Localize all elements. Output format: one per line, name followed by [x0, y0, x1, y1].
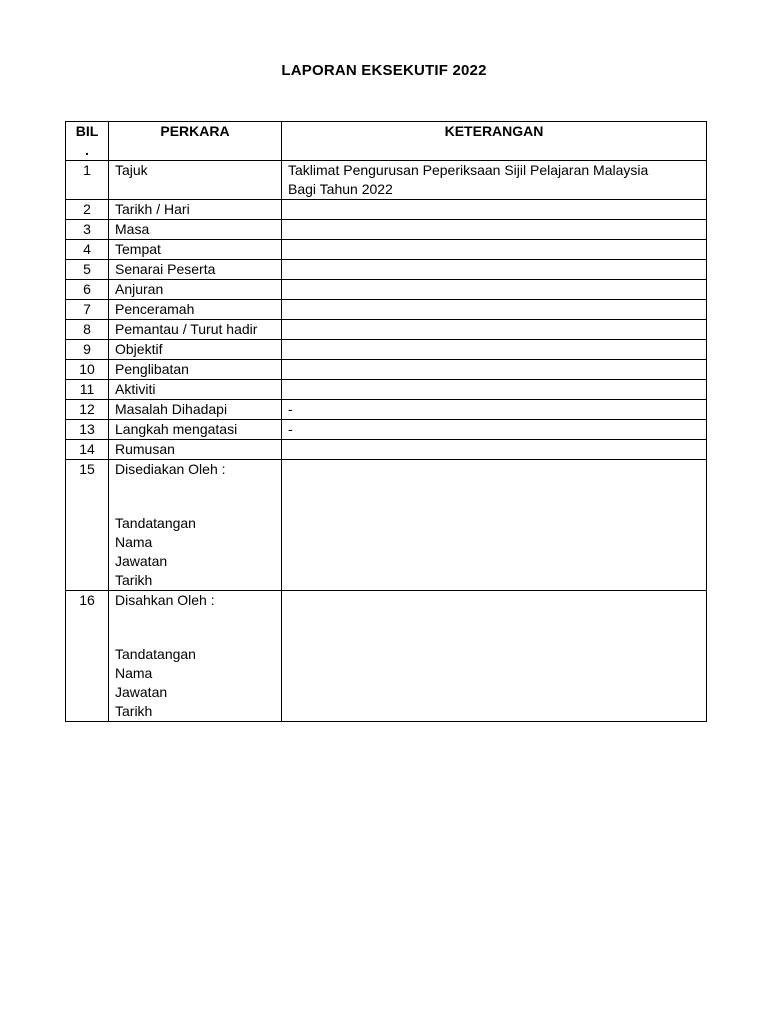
table-row: [66, 280, 707, 300]
keterangan-cell[interactable]: [282, 440, 707, 460]
signature-field-label: Tandatangan: [115, 515, 196, 531]
bil-cell: 9: [66, 340, 109, 360]
signature-block: [109, 460, 282, 591]
bil-cell: 10: [66, 360, 109, 380]
header-perkara: PERKARA: [109, 122, 282, 161]
bil-cell: 12: [66, 400, 109, 420]
signature-heading: Disediakan Oleh :: [115, 461, 226, 477]
signature-row-approved: [66, 591, 707, 722]
keterangan-cell[interactable]: [282, 200, 707, 220]
keterangan-cell[interactable]: [282, 460, 707, 591]
keterangan-cell[interactable]: [282, 591, 707, 722]
keterangan-line: Bagi Tahun 2022: [288, 181, 393, 197]
table-row: [66, 380, 707, 400]
header-bil: [66, 122, 109, 161]
keterangan-cell[interactable]: -: [282, 420, 707, 440]
table-row: [66, 200, 707, 220]
perkara-cell: Penceramah: [109, 300, 282, 320]
signature-heading: Disahkan Oleh :: [115, 592, 215, 608]
bil-cell: 8: [66, 320, 109, 340]
date-field-label: Tarikh: [115, 703, 153, 719]
keterangan-cell[interactable]: [282, 280, 707, 300]
table-row: [66, 420, 707, 440]
perkara-cell: Objektif: [109, 340, 282, 360]
table-row: [66, 240, 707, 260]
perkara-cell: Rumusan: [109, 440, 282, 460]
signature-block: [109, 591, 282, 722]
bil-cell: 14: [66, 440, 109, 460]
keterangan-cell[interactable]: [282, 340, 707, 360]
bil-cell: 11: [66, 380, 109, 400]
keterangan-cell[interactable]: [282, 360, 707, 380]
keterangan-cell[interactable]: [282, 320, 707, 340]
keterangan-cell[interactable]: -: [282, 400, 707, 420]
keterangan-cell[interactable]: [282, 380, 707, 400]
keterangan-line: Taklimat Pengurusan Peperiksaan Sijil Pelajaran Malaysia: [288, 162, 649, 178]
table-row: [66, 440, 707, 460]
perkara-cell: Masa: [109, 220, 282, 240]
bil-cell: 13: [66, 420, 109, 440]
date-field-label: Tarikh: [115, 572, 153, 588]
bil-cell: 2: [66, 200, 109, 220]
perkara-cell: Anjuran: [109, 280, 282, 300]
table-row: [66, 161, 707, 200]
name-field-label: Nama: [115, 665, 153, 681]
bil-cell: 4: [66, 240, 109, 260]
keterangan-cell[interactable]: [282, 240, 707, 260]
bil-cell: 15: [66, 460, 109, 591]
perkara-cell: Tarikh / Hari: [109, 200, 282, 220]
table-row: [66, 340, 707, 360]
header-row: [66, 122, 707, 161]
perkara-cell: Penglibatan: [109, 360, 282, 380]
perkara-cell: Masalah Dihadapi: [109, 400, 282, 420]
perkara-cell: Senarai Peserta: [109, 260, 282, 280]
perkara-cell: Tajuk: [109, 161, 282, 200]
signature-field-label: Tandatangan: [115, 646, 196, 662]
table-row: [66, 300, 707, 320]
bil-cell: 3: [66, 220, 109, 240]
position-field-label: Jawatan: [115, 553, 168, 569]
bil-cell: 7: [66, 300, 109, 320]
header-keterangan: KETERANGAN: [282, 122, 707, 161]
perkara-cell: Pemantau / Turut hadir: [109, 320, 282, 340]
header-bil-line2: .: [85, 142, 89, 158]
table-row: [66, 320, 707, 340]
keterangan-cell[interactable]: [282, 161, 707, 200]
bil-cell: 5: [66, 260, 109, 280]
table-row: [66, 400, 707, 420]
perkara-cell: Tempat: [109, 240, 282, 260]
table-row: [66, 220, 707, 240]
bil-cell: 1: [66, 161, 109, 200]
table-row: [66, 360, 707, 380]
table-row: [66, 260, 707, 280]
perkara-cell: Aktiviti: [109, 380, 282, 400]
bil-cell: 6: [66, 280, 109, 300]
perkara-cell: Langkah mengatasi: [109, 420, 282, 440]
bil-cell: 16: [66, 591, 109, 722]
keterangan-cell[interactable]: [282, 300, 707, 320]
keterangan-cell[interactable]: [282, 260, 707, 280]
header-bil-line1: BIL: [75, 123, 99, 139]
name-field-label: Nama: [115, 534, 153, 550]
report-table: [65, 121, 707, 722]
position-field-label: Jawatan: [115, 684, 168, 700]
signature-row-prepared: [66, 460, 707, 591]
keterangan-cell[interactable]: [282, 220, 707, 240]
document-title: LAPORAN EKSEKUTIF 2022: [281, 62, 487, 79]
